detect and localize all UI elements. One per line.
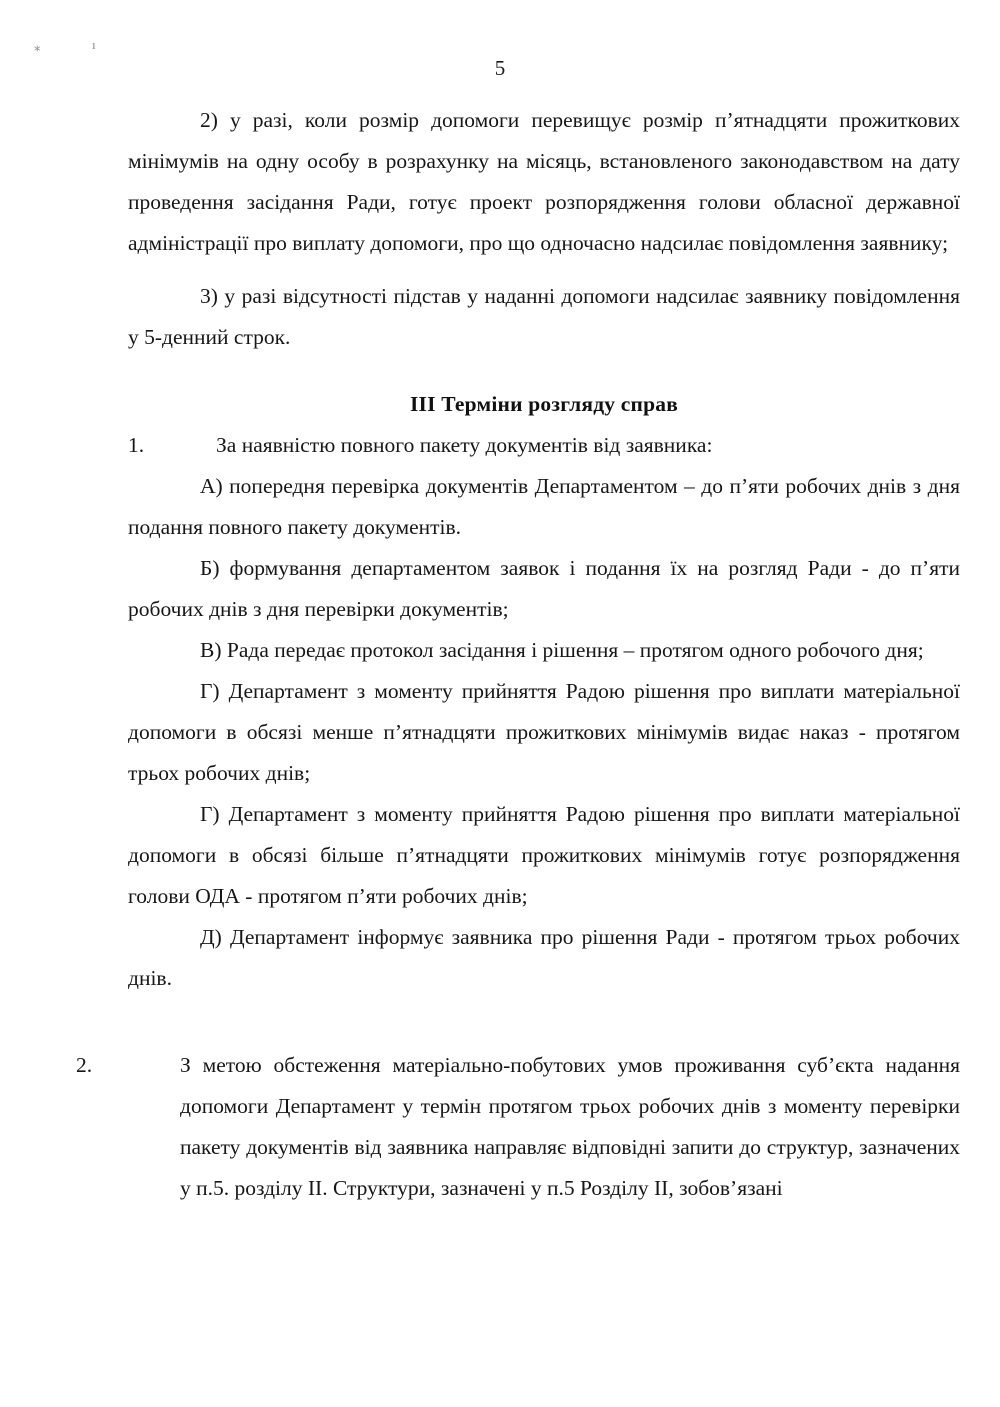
list-item-1 <box>128 425 960 466</box>
sub-item-b: Б) формування департаментом заявок і подання їх на розгляд Ради - до п’яти робочих днів з дня перевірки документів; <box>128 556 960 621</box>
list-item-2 <box>76 1045 960 1209</box>
sub-item-v: В) Рада передає протокол засідання і рішення – протягом одного робочого дня; <box>200 638 924 662</box>
document-body <box>76 100 960 1209</box>
scan-artifact-icon: ⁎ <box>34 39 41 54</box>
sub-item-g2: Г) Департамент з моменту прийняття Радою рішення про виплати матеріальної допомоги в обсязі більше п’ятнадцяти прожиткових мінімумів готує розпорядження голови ОДА - протягом п’яти робочих днів; <box>128 802 960 908</box>
sub-item-g1: Г) Департамент з моменту прийняття Радою рішення про виплати матеріальної допомоги в обсязі менше п’ятнадцяти прожиткових мінімумів видає наказ - протягом трьох робочих днів; <box>128 679 960 785</box>
list-item-2-text: З метою обстеження матеріально-побутових умов проживання суб’єкта надання допомоги Департамент у термін протягом трьох робочих днів з моменту перевірки пакету документів від заявника направляє відповідні запити до структур, зазначених у п.5. розділу ІІ. Структури, зазначені у п.5 Розділу ІІ, зобов’язані <box>180 1053 960 1200</box>
sub-item-d: Д) Департамент інформує заявника про рішення Ради - протягом трьох робочих днів. <box>128 925 960 990</box>
list-item-2-body <box>76 1045 960 1209</box>
paragraph-item-3: 3) у разі відсутності підстав у наданні допомоги надсилає заявнику повідомлення у 5-денний строк. <box>128 284 960 349</box>
sub-item-a: А) попередня перевірка документів Департаментом – до п’яти робочих днів з дня подання повного пакету документів. <box>128 474 960 539</box>
list-item-1-marker: 1. <box>128 433 145 457</box>
section-heading: III Терміни розгляду справ <box>409 392 679 416</box>
paragraph-item-2: 2) у разі, коли розмір допомоги перевищує розмір п’ятнадцяти прожиткових мінімумів на одну особу в розрахунку на місяць, встановленого законодавством на дату проведення засідання Ради, готує проект розпорядження голови обласної державної адміністрації про виплату допомоги, про що одночасно надсилає повідомлення заявнику; <box>128 108 960 255</box>
page-number: 5 <box>494 56 506 80</box>
list-item-2-marker: 2. <box>76 1053 93 1077</box>
list-item-1-text: За наявністю повного пакету документів від заявника: <box>216 433 713 457</box>
scan-artifact-secondary-icon: ı <box>92 37 96 52</box>
